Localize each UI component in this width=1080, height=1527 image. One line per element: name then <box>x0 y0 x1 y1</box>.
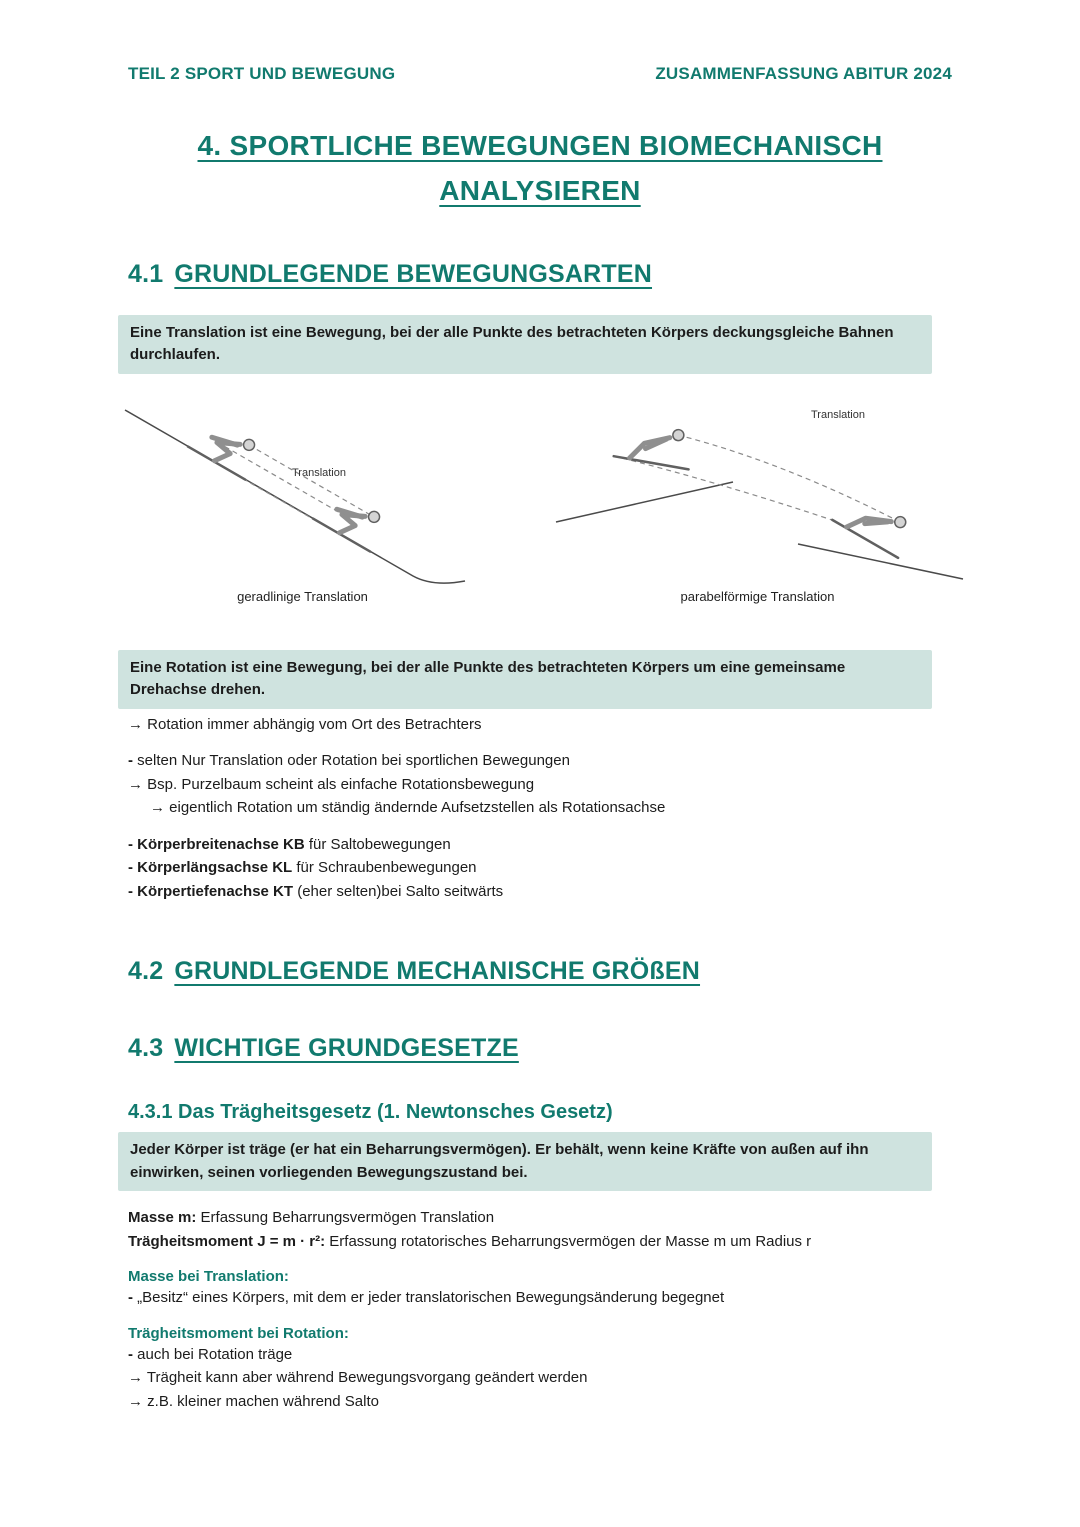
trajectory-dashes <box>188 442 374 519</box>
section-4-3-1-heading: 4.3.1 Das Trägheitsgesetz (1. Newtonsches Gesetz) <box>128 1101 613 1124</box>
note-text: → Bsp. Purzelbaum scheint als einfache Rotationsbewegung <box>128 775 535 793</box>
section-4-3-number: 4.3 <box>128 1034 164 1063</box>
takeoff-line <box>556 482 733 522</box>
note-observer-text: → Rotation immer abhängig vom Ort des Betrachters <box>128 715 482 733</box>
skier-figure-flight-lower <box>832 487 917 557</box>
header-left-text: TEIL 2 SPORT UND BEWEGUNG <box>128 64 396 83</box>
translation-label-right: Translation <box>810 408 865 421</box>
axis-line <box>128 834 952 857</box>
mass-text: Erfassung Beharrungsvermögen Translation <box>196 1209 495 1227</box>
axis-bold: - Körpertiefenachse KT <box>128 882 294 900</box>
mass-line <box>128 1207 952 1230</box>
skier-figure-upper <box>188 414 264 479</box>
note-text: selten Nur Translation oder Rotation bei sportlichen Bewegungen <box>133 752 570 770</box>
skier-figure-lower <box>313 486 389 551</box>
note-line <box>150 797 952 820</box>
header-right-text: ZUSAMMENFASSUNG ABITUR 2024 <box>655 64 952 83</box>
landing-line <box>798 544 963 579</box>
axis-text: (eher selten)bei Salto seitwärts <box>293 882 504 900</box>
rotation-notes <box>128 714 952 904</box>
mass-bold: Masse m: <box>128 1209 197 1227</box>
note-line <box>128 750 952 773</box>
axis-text: für Saltobewegungen <box>304 835 451 853</box>
rotation-definition-text: Eine Rotation ist eine Bewegung, bei der alle Punkte des betrachteten Körpers um eine gemeinsame Drehachse drehen. <box>130 658 846 699</box>
section-4-2-title: GRUNDLEGENDE MECHANISCHE GRÖßEN <box>174 957 701 986</box>
rotation-note-text: auch bei Rotation träge <box>133 1345 293 1363</box>
slope-line <box>125 410 465 583</box>
rotation-note-text: → z.B. kleiner machen während Salto <box>128 1392 379 1410</box>
rotation-definition-box <box>118 650 932 709</box>
inertia-definition-text: Jeder Körper ist träge (er hat ein Beharrungsvermögen). Er behält, wenn keine Kräfte von außen auf ihn einwirken, seinen vorliegenden Bewegungszustand bei. <box>130 1141 869 1181</box>
mass-note-bold: - <box>128 1289 133 1307</box>
rotation-note <box>128 1367 952 1390</box>
moment-line <box>128 1231 952 1254</box>
rotation-note-text: → Trägheit kann aber während Bewegungsvorgang geändert werden <box>128 1369 588 1387</box>
note-bold: - <box>128 752 133 770</box>
figure-caption-straight: geradlinige Translation <box>237 588 368 604</box>
mass-translation-heading: Masse bei Translation: <box>128 1268 289 1286</box>
figure-caption-parabolic: parabelförmige Translation <box>680 588 835 604</box>
axis-text: für Schraubenbewegungen <box>292 859 477 877</box>
figure-panel-straight <box>113 394 493 604</box>
inertia-definition-box <box>118 1132 932 1191</box>
section-4-1-number: 4.1 <box>128 259 164 288</box>
translation-definition-text: Eine Translation ist eine Bewegung, bei der alle Punkte des betrachteten Körpers deckungsgleiche Bahnen durchlaufen. <box>130 323 894 364</box>
section-4-1-title: GRUNDLEGENDE BEWEGUNGSARTEN <box>174 259 653 288</box>
parabolic-translation-drawing <box>548 394 968 584</box>
rotation-note-bold: - <box>128 1345 133 1363</box>
axis-bold: - Körperbreitenachse KB <box>128 835 305 853</box>
section-4-1-heading <box>128 260 952 289</box>
trajectory-dashes <box>614 435 900 522</box>
note-text: → eigentlich Rotation um ständig ändernde Aufsetzstellen als Rotationsachse <box>150 799 666 817</box>
straight-translation-drawing <box>113 394 493 584</box>
axis-line <box>128 881 952 904</box>
section-4-3-title: WICHTIGE GRUNDGESETZE <box>174 1034 519 1063</box>
section-4-2-number: 4.2 <box>128 957 164 986</box>
mass-note <box>128 1287 952 1310</box>
translation-label-left: Translation <box>291 466 346 479</box>
main-title-line2: ANALYSIEREN <box>439 174 641 206</box>
section-4-3-heading <box>128 1034 952 1063</box>
moment-bold: Trägheitsmoment J = m · r²: <box>128 1232 326 1250</box>
mass-note-text: „Besitz“ eines Körpers, mit dem er jeder translatorischen Bewegungsänderung begegnet <box>133 1289 725 1307</box>
rotation-note <box>128 1391 952 1414</box>
main-title <box>128 124 952 214</box>
page-header <box>128 64 952 84</box>
axis-bold: - Körperlängsachse KL <box>128 859 293 877</box>
translation-figure <box>128 394 952 604</box>
main-title-line1: 4. SPORTLICHE BEWEGUNGEN BIOMECHANISCH <box>197 130 883 161</box>
translation-definition-box <box>118 315 932 374</box>
skier-figure-flight-upper <box>613 419 694 469</box>
axis-line <box>128 857 952 880</box>
figure-panel-parabolic <box>548 394 968 604</box>
section-4-2-heading <box>128 957 952 986</box>
note-observer <box>128 714 952 737</box>
rotation-note <box>128 1344 952 1367</box>
note-line <box>128 774 952 797</box>
moment-rotation-heading: Trägheitsmoment bei Rotation: <box>128 1324 349 1342</box>
moment-text: Erfassung rotatorisches Beharrungsvermögen der Masse m um Radius r <box>325 1232 812 1250</box>
